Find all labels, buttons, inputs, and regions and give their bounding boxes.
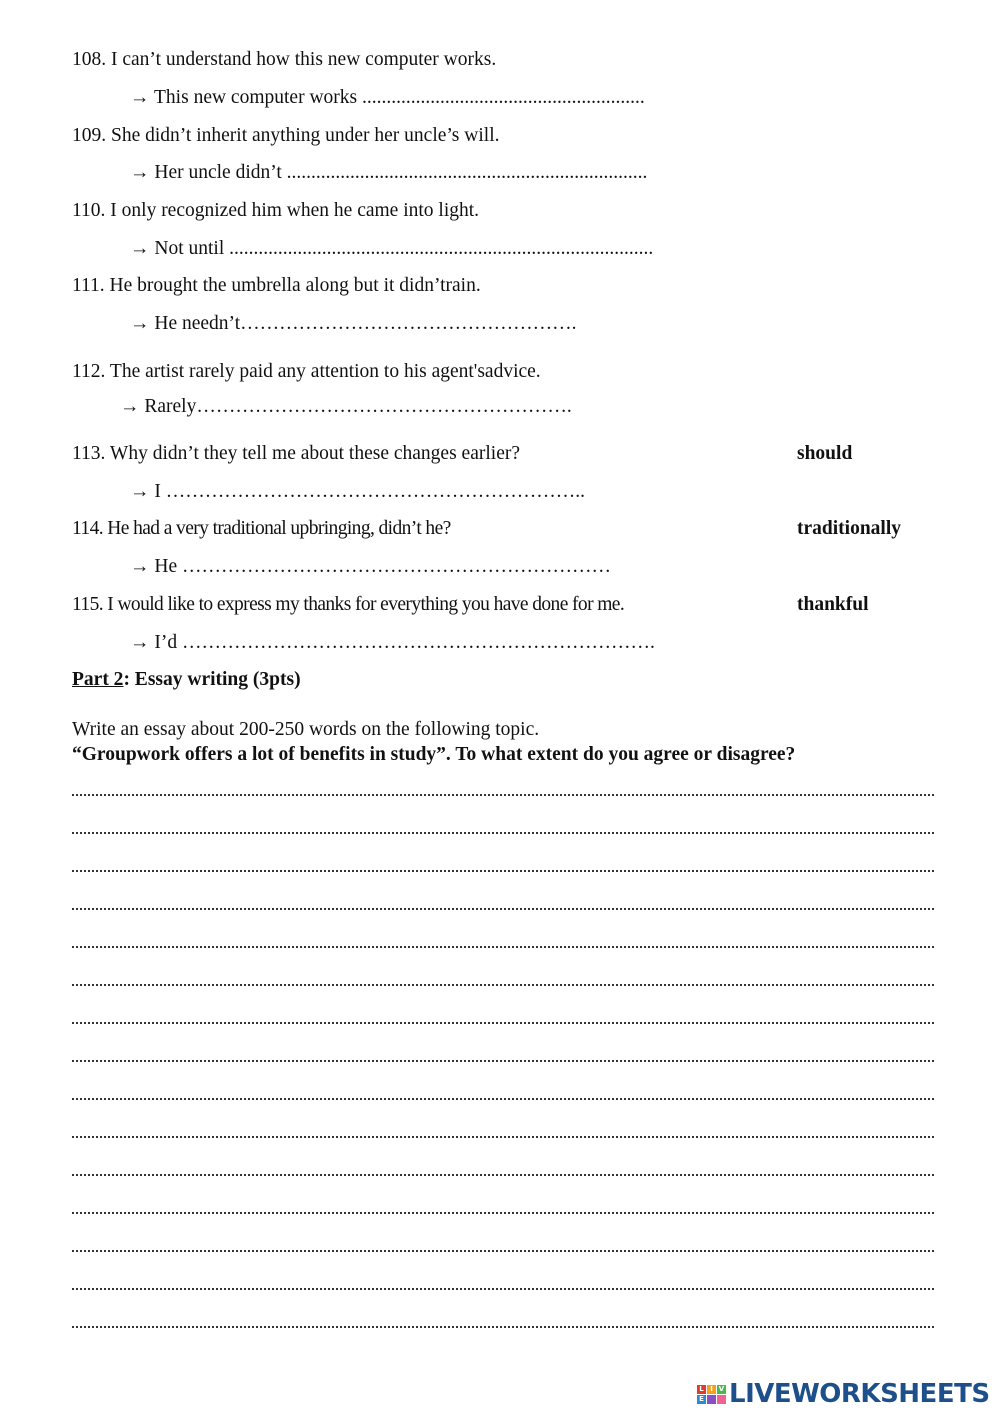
essay-line[interactable]: [72, 1097, 934, 1100]
essay-line[interactable]: [72, 1325, 934, 1328]
logo-blocks-icon: [697, 1385, 726, 1404]
question-109: 109. She didn’t inherit anything under her uncle’s will.: [72, 125, 500, 146]
keyword-114: traditionally: [797, 518, 902, 539]
essay-line[interactable]: [72, 945, 934, 948]
part2-title: : Essay writing (3pts): [123, 669, 301, 690]
essay-line[interactable]: [72, 1135, 934, 1138]
essay-line[interactable]: [72, 793, 934, 796]
logo-block: I: [707, 1385, 716, 1394]
essay-line[interactable]: [72, 1021, 934, 1024]
essay-line[interactable]: [72, 1287, 934, 1290]
logo-block: V: [718, 1384, 725, 1393]
question-111: 111. He brought the umbrella along but it didn’train.: [72, 275, 481, 296]
answer-112[interactable]: → Rarely………………………………………………….: [120, 396, 572, 417]
keyword-113: should: [797, 443, 853, 464]
part2-label: Part 2: [72, 669, 124, 690]
answer-111[interactable]: → He needn’t…………………………………………….: [130, 313, 577, 334]
part2-heading: [72, 669, 301, 691]
answer-110[interactable]: → Not until .......................................................................................: [130, 238, 654, 259]
essay-line[interactable]: [72, 1173, 934, 1176]
logo-block: L: [697, 1385, 706, 1394]
essay-line[interactable]: [72, 907, 934, 910]
question-108: 108. I can’t understand how this new computer works.: [72, 49, 497, 70]
answer-114[interactable]: → He …………………………………………………………: [130, 556, 611, 577]
logo-block: E: [697, 1395, 706, 1404]
question-115: 115. I would like to express my thanks for everything you have done for me.: [72, 594, 625, 615]
question-113: 113. Why didn’t they tell me about these changes earlier?: [72, 443, 520, 464]
liveworksheets-logo: [697, 1374, 990, 1414]
question-110: 110. I only recognized him when he came into light.: [72, 200, 480, 221]
essay-line[interactable]: [72, 983, 934, 986]
essay-line[interactable]: [72, 869, 934, 872]
answer-109[interactable]: → Her uncle didn’t ..........................................................................: [130, 162, 648, 183]
logo-block: [707, 1395, 716, 1404]
essay-topic: “Groupwork offers a lot of benefits in study”. To what extent do you agree or disagree?: [72, 744, 796, 765]
question-112: 112. The artist rarely paid any attention to his agent'sadvice.: [72, 361, 541, 382]
essay-line[interactable]: [72, 1211, 934, 1214]
question-114: 114. He had a very traditional upbringing, didn’t he?: [72, 518, 451, 539]
logo-text: LIVEWORKSHEETS: [729, 1379, 990, 1409]
logo-block: [717, 1395, 726, 1404]
keyword-115: thankful: [797, 594, 869, 615]
essay-line[interactable]: [72, 1249, 934, 1252]
essay-line[interactable]: [72, 1059, 934, 1062]
essay-line[interactable]: [72, 831, 934, 834]
answer-115[interactable]: → I’d ……………………………………………………………….: [130, 632, 655, 653]
answer-108[interactable]: → This new computer works ..........................................................: [130, 87, 645, 108]
essay-instruction: Write an essay about 200-250 words on the following topic.: [72, 719, 540, 740]
answer-113[interactable]: → I ………………………………………………………..: [130, 481, 585, 502]
